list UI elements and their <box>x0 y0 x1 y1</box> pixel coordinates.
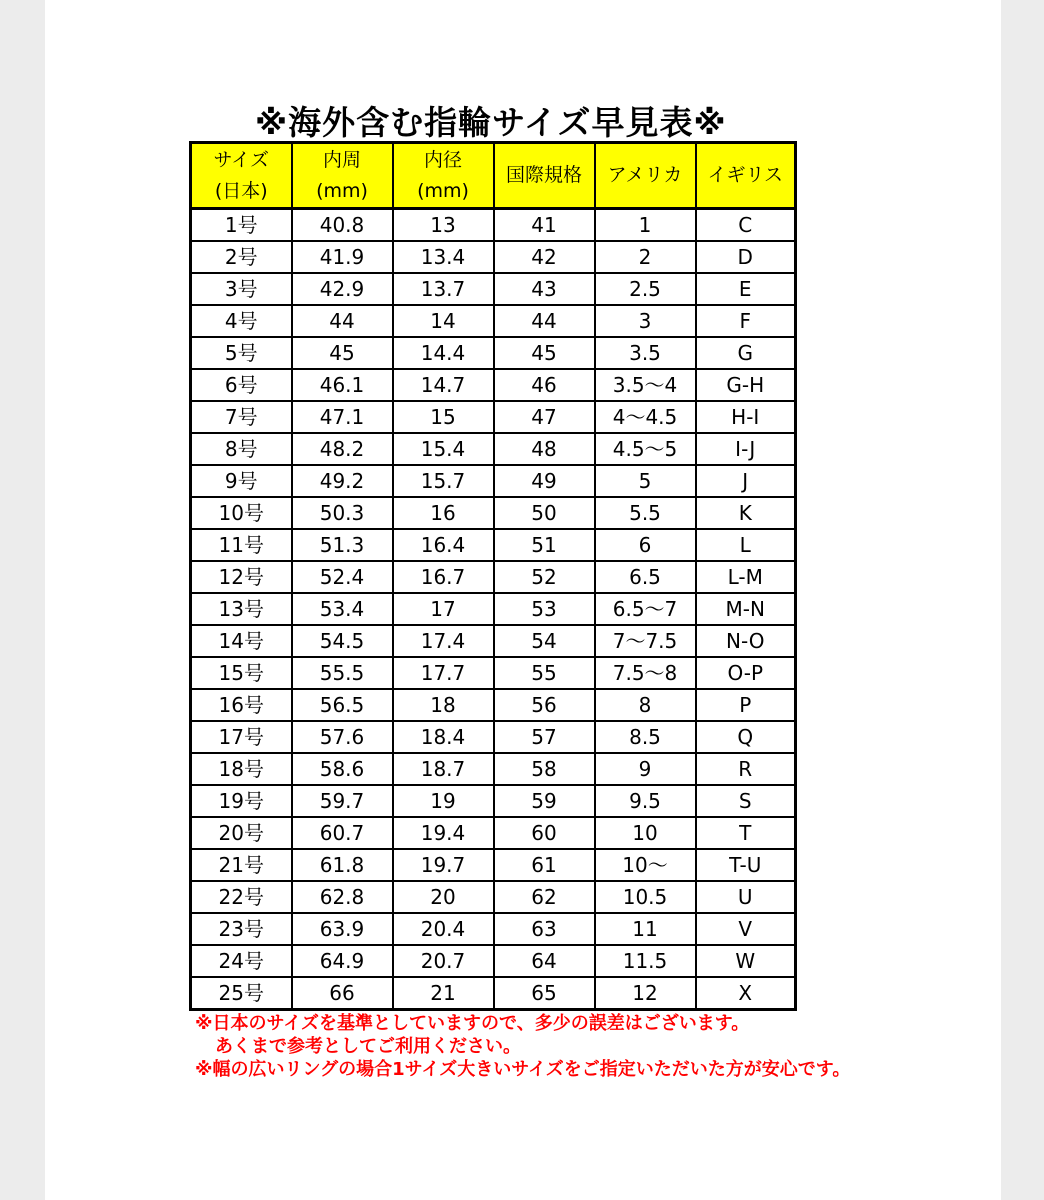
header-international: 国際規格 <box>494 143 595 209</box>
cell-international: 58 <box>494 753 595 785</box>
cell-inner-circumference: 57.6 <box>292 721 393 753</box>
cell-international: 53 <box>494 593 595 625</box>
cell-size-jp: 6号 <box>191 369 292 401</box>
table-row <box>191 753 796 785</box>
cell-usa: 8.5 <box>595 721 696 753</box>
table-row <box>191 881 796 913</box>
cell-international: 55 <box>494 657 595 689</box>
header-size-jp-line1: サイズ <box>213 148 269 171</box>
cell-inner-circumference: 64.9 <box>292 945 393 977</box>
cell-inner-circumference: 52.4 <box>292 561 393 593</box>
cell-international: 61 <box>494 849 595 881</box>
header-uk: イギリス <box>696 143 796 209</box>
cell-uk: K <box>696 497 796 529</box>
cell-international: 65 <box>494 977 595 1010</box>
cell-usa: 11.5 <box>595 945 696 977</box>
table-row <box>191 209 796 242</box>
cell-size-jp: 22号 <box>191 881 292 913</box>
cell-uk: F <box>696 305 796 337</box>
cell-uk: I-J <box>696 433 796 465</box>
cell-inner-circumference: 58.6 <box>292 753 393 785</box>
table-row <box>191 593 796 625</box>
cell-international: 41 <box>494 209 595 242</box>
cell-inner-diameter: 20 <box>393 881 494 913</box>
cell-uk: U <box>696 881 796 913</box>
cell-uk: S <box>696 785 796 817</box>
cell-usa: 4〜4.5 <box>595 401 696 433</box>
cell-uk: G <box>696 337 796 369</box>
note-line-2: あくまで参考としてご利用ください。 <box>215 1036 521 1057</box>
cell-uk: L <box>696 529 796 561</box>
cell-usa: 9.5 <box>595 785 696 817</box>
cell-usa: 6.5〜7 <box>595 593 696 625</box>
cell-international: 50 <box>494 497 595 529</box>
cell-inner-diameter: 20.7 <box>393 945 494 977</box>
cell-international: 47 <box>494 401 595 433</box>
cell-international: 54 <box>494 625 595 657</box>
table-row <box>191 945 796 977</box>
cell-size-jp: 4号 <box>191 305 292 337</box>
cell-uk: T <box>696 817 796 849</box>
header-inner-circumference-line2: (mm) <box>316 179 368 202</box>
cell-international: 62 <box>494 881 595 913</box>
cell-inner-circumference: 42.9 <box>292 273 393 305</box>
cell-international: 45 <box>494 337 595 369</box>
cell-uk: H-I <box>696 401 796 433</box>
cell-usa: 6.5 <box>595 561 696 593</box>
header-size-jp-line2: (日本) <box>214 179 268 202</box>
cell-size-jp: 15号 <box>191 657 292 689</box>
cell-size-jp: 18号 <box>191 753 292 785</box>
cell-inner-circumference: 66 <box>292 977 393 1010</box>
cell-uk: M-N <box>696 593 796 625</box>
cell-uk: D <box>696 241 796 273</box>
note-line-3: ※幅の広いリングの場合1サイズ大きいサイズをご指定いただいた方が安心です。 <box>195 1059 851 1080</box>
cell-inner-circumference: 44 <box>292 305 393 337</box>
table-row <box>191 849 796 881</box>
cell-size-jp: 19号 <box>191 785 292 817</box>
header-inner-diameter-line2: (mm) <box>417 179 469 202</box>
cell-inner-circumference: 55.5 <box>292 657 393 689</box>
cell-usa: 12 <box>595 977 696 1010</box>
cell-inner-circumference: 59.7 <box>292 785 393 817</box>
cell-usa: 5.5 <box>595 497 696 529</box>
cell-size-jp: 13号 <box>191 593 292 625</box>
cell-inner-diameter: 18.7 <box>393 753 494 785</box>
cell-usa: 10.5 <box>595 881 696 913</box>
page-title: ※海外含む指輪サイズ早見表※ <box>255 103 727 142</box>
table-row <box>191 913 796 945</box>
cell-international: 59 <box>494 785 595 817</box>
cell-inner-diameter: 13 <box>393 209 494 242</box>
cell-size-jp: 21号 <box>191 849 292 881</box>
cell-inner-circumference: 45 <box>292 337 393 369</box>
cell-international: 46 <box>494 369 595 401</box>
cell-uk: Q <box>696 721 796 753</box>
cell-inner-diameter: 19.7 <box>393 849 494 881</box>
cell-size-jp: 9号 <box>191 465 292 497</box>
cell-usa: 3.5〜4 <box>595 369 696 401</box>
cell-size-jp: 5号 <box>191 337 292 369</box>
cell-international: 60 <box>494 817 595 849</box>
table-row <box>191 497 796 529</box>
cell-size-jp: 2号 <box>191 241 292 273</box>
document-page <box>45 0 1001 1200</box>
header-size-jp <box>191 143 292 209</box>
cell-inner-diameter: 18 <box>393 689 494 721</box>
cell-inner-diameter: 13.7 <box>393 273 494 305</box>
cell-uk: V <box>696 913 796 945</box>
table-row <box>191 785 796 817</box>
cell-uk: T-U <box>696 849 796 881</box>
table-row <box>191 689 796 721</box>
cell-usa: 7.5〜8 <box>595 657 696 689</box>
cell-inner-circumference: 41.9 <box>292 241 393 273</box>
notes <box>195 1012 850 1081</box>
cell-size-jp: 3号 <box>191 273 292 305</box>
cell-usa: 8 <box>595 689 696 721</box>
cell-usa: 10〜 <box>595 849 696 881</box>
cell-international: 43 <box>494 273 595 305</box>
table-row <box>191 529 796 561</box>
cell-usa: 11 <box>595 913 696 945</box>
cell-inner-diameter: 15.4 <box>393 433 494 465</box>
table-row <box>191 241 796 273</box>
cell-inner-circumference: 48.2 <box>292 433 393 465</box>
cell-usa: 3 <box>595 305 696 337</box>
cell-inner-diameter: 19.4 <box>393 817 494 849</box>
table-row <box>191 273 796 305</box>
cell-size-jp: 14号 <box>191 625 292 657</box>
cell-international: 49 <box>494 465 595 497</box>
cell-usa: 9 <box>595 753 696 785</box>
cell-uk: R <box>696 753 796 785</box>
header-inner-diameter <box>393 143 494 209</box>
cell-size-jp: 16号 <box>191 689 292 721</box>
cell-usa: 4.5〜5 <box>595 433 696 465</box>
cell-international: 63 <box>494 913 595 945</box>
cell-size-jp: 24号 <box>191 945 292 977</box>
cell-usa: 5 <box>595 465 696 497</box>
table-row <box>191 433 796 465</box>
cell-inner-circumference: 47.1 <box>292 401 393 433</box>
cell-size-jp: 25号 <box>191 977 292 1010</box>
table-row <box>191 625 796 657</box>
cell-inner-circumference: 40.8 <box>292 209 393 242</box>
cell-inner-diameter: 14 <box>393 305 494 337</box>
header-usa: アメリカ <box>595 143 696 209</box>
cell-size-jp: 1号 <box>191 209 292 242</box>
cell-usa: 2.5 <box>595 273 696 305</box>
cell-international: 51 <box>494 529 595 561</box>
cell-inner-diameter: 16.7 <box>393 561 494 593</box>
cell-inner-diameter: 15 <box>393 401 494 433</box>
cell-uk: W <box>696 945 796 977</box>
header-inner-diameter-line1: 内径 <box>423 148 462 171</box>
cell-usa: 6 <box>595 529 696 561</box>
cell-inner-circumference: 56.5 <box>292 689 393 721</box>
cell-international: 64 <box>494 945 595 977</box>
cell-international: 52 <box>494 561 595 593</box>
table-row <box>191 369 796 401</box>
table-row <box>191 561 796 593</box>
cell-inner-diameter: 15.7 <box>393 465 494 497</box>
cell-inner-circumference: 62.8 <box>292 881 393 913</box>
cell-inner-diameter: 19 <box>393 785 494 817</box>
cell-inner-circumference: 60.7 <box>292 817 393 849</box>
table-row <box>191 337 796 369</box>
cell-international: 44 <box>494 305 595 337</box>
note-line-1: ※日本のサイズを基準としていますので、多少の誤差はございます。 <box>195 1013 750 1034</box>
cell-uk: J <box>696 465 796 497</box>
ring-size-table <box>189 141 797 1011</box>
cell-inner-diameter: 17.4 <box>393 625 494 657</box>
cell-inner-diameter: 14.7 <box>393 369 494 401</box>
cell-size-jp: 8号 <box>191 433 292 465</box>
table-body <box>191 209 796 1010</box>
header-inner-circumference <box>292 143 393 209</box>
table-row <box>191 401 796 433</box>
cell-uk: N-O <box>696 625 796 657</box>
cell-usa: 3.5 <box>595 337 696 369</box>
cell-uk: X <box>696 977 796 1010</box>
cell-inner-diameter: 17.7 <box>393 657 494 689</box>
cell-size-jp: 17号 <box>191 721 292 753</box>
cell-size-jp: 12号 <box>191 561 292 593</box>
cell-international: 57 <box>494 721 595 753</box>
cell-size-jp: 10号 <box>191 497 292 529</box>
cell-size-jp: 23号 <box>191 913 292 945</box>
cell-inner-circumference: 50.3 <box>292 497 393 529</box>
cell-usa: 1 <box>595 209 696 242</box>
header-inner-circumference-line1: 内周 <box>322 148 361 171</box>
cell-uk: P <box>696 689 796 721</box>
cell-size-jp: 20号 <box>191 817 292 849</box>
cell-inner-diameter: 13.4 <box>393 241 494 273</box>
cell-usa: 7〜7.5 <box>595 625 696 657</box>
cell-international: 42 <box>494 241 595 273</box>
cell-usa: 2 <box>595 241 696 273</box>
cell-uk: O-P <box>696 657 796 689</box>
cell-inner-diameter: 18.4 <box>393 721 494 753</box>
cell-inner-diameter: 20.4 <box>393 913 494 945</box>
table-row <box>191 721 796 753</box>
cell-inner-circumference: 63.9 <box>292 913 393 945</box>
cell-inner-diameter: 17 <box>393 593 494 625</box>
table-row <box>191 465 796 497</box>
cell-size-jp: 11号 <box>191 529 292 561</box>
cell-inner-circumference: 49.2 <box>292 465 393 497</box>
cell-inner-circumference: 54.5 <box>292 625 393 657</box>
cell-international: 48 <box>494 433 595 465</box>
cell-inner-diameter: 21 <box>393 977 494 1010</box>
cell-inner-diameter: 16.4 <box>393 529 494 561</box>
cell-inner-circumference: 51.3 <box>292 529 393 561</box>
cell-inner-circumference: 46.1 <box>292 369 393 401</box>
cell-inner-circumference: 53.4 <box>292 593 393 625</box>
cell-uk: G-H <box>696 369 796 401</box>
cell-inner-circumference: 61.8 <box>292 849 393 881</box>
table-row <box>191 977 796 1010</box>
cell-inner-diameter: 14.4 <box>393 337 494 369</box>
cell-inner-diameter: 16 <box>393 497 494 529</box>
table-row <box>191 657 796 689</box>
cell-uk: E <box>696 273 796 305</box>
cell-size-jp: 7号 <box>191 401 292 433</box>
cell-uk: C <box>696 209 796 242</box>
table-row <box>191 305 796 337</box>
cell-usa: 10 <box>595 817 696 849</box>
table-header-row <box>191 143 796 209</box>
cell-uk: L-M <box>696 561 796 593</box>
table-row <box>191 817 796 849</box>
cell-international: 56 <box>494 689 595 721</box>
